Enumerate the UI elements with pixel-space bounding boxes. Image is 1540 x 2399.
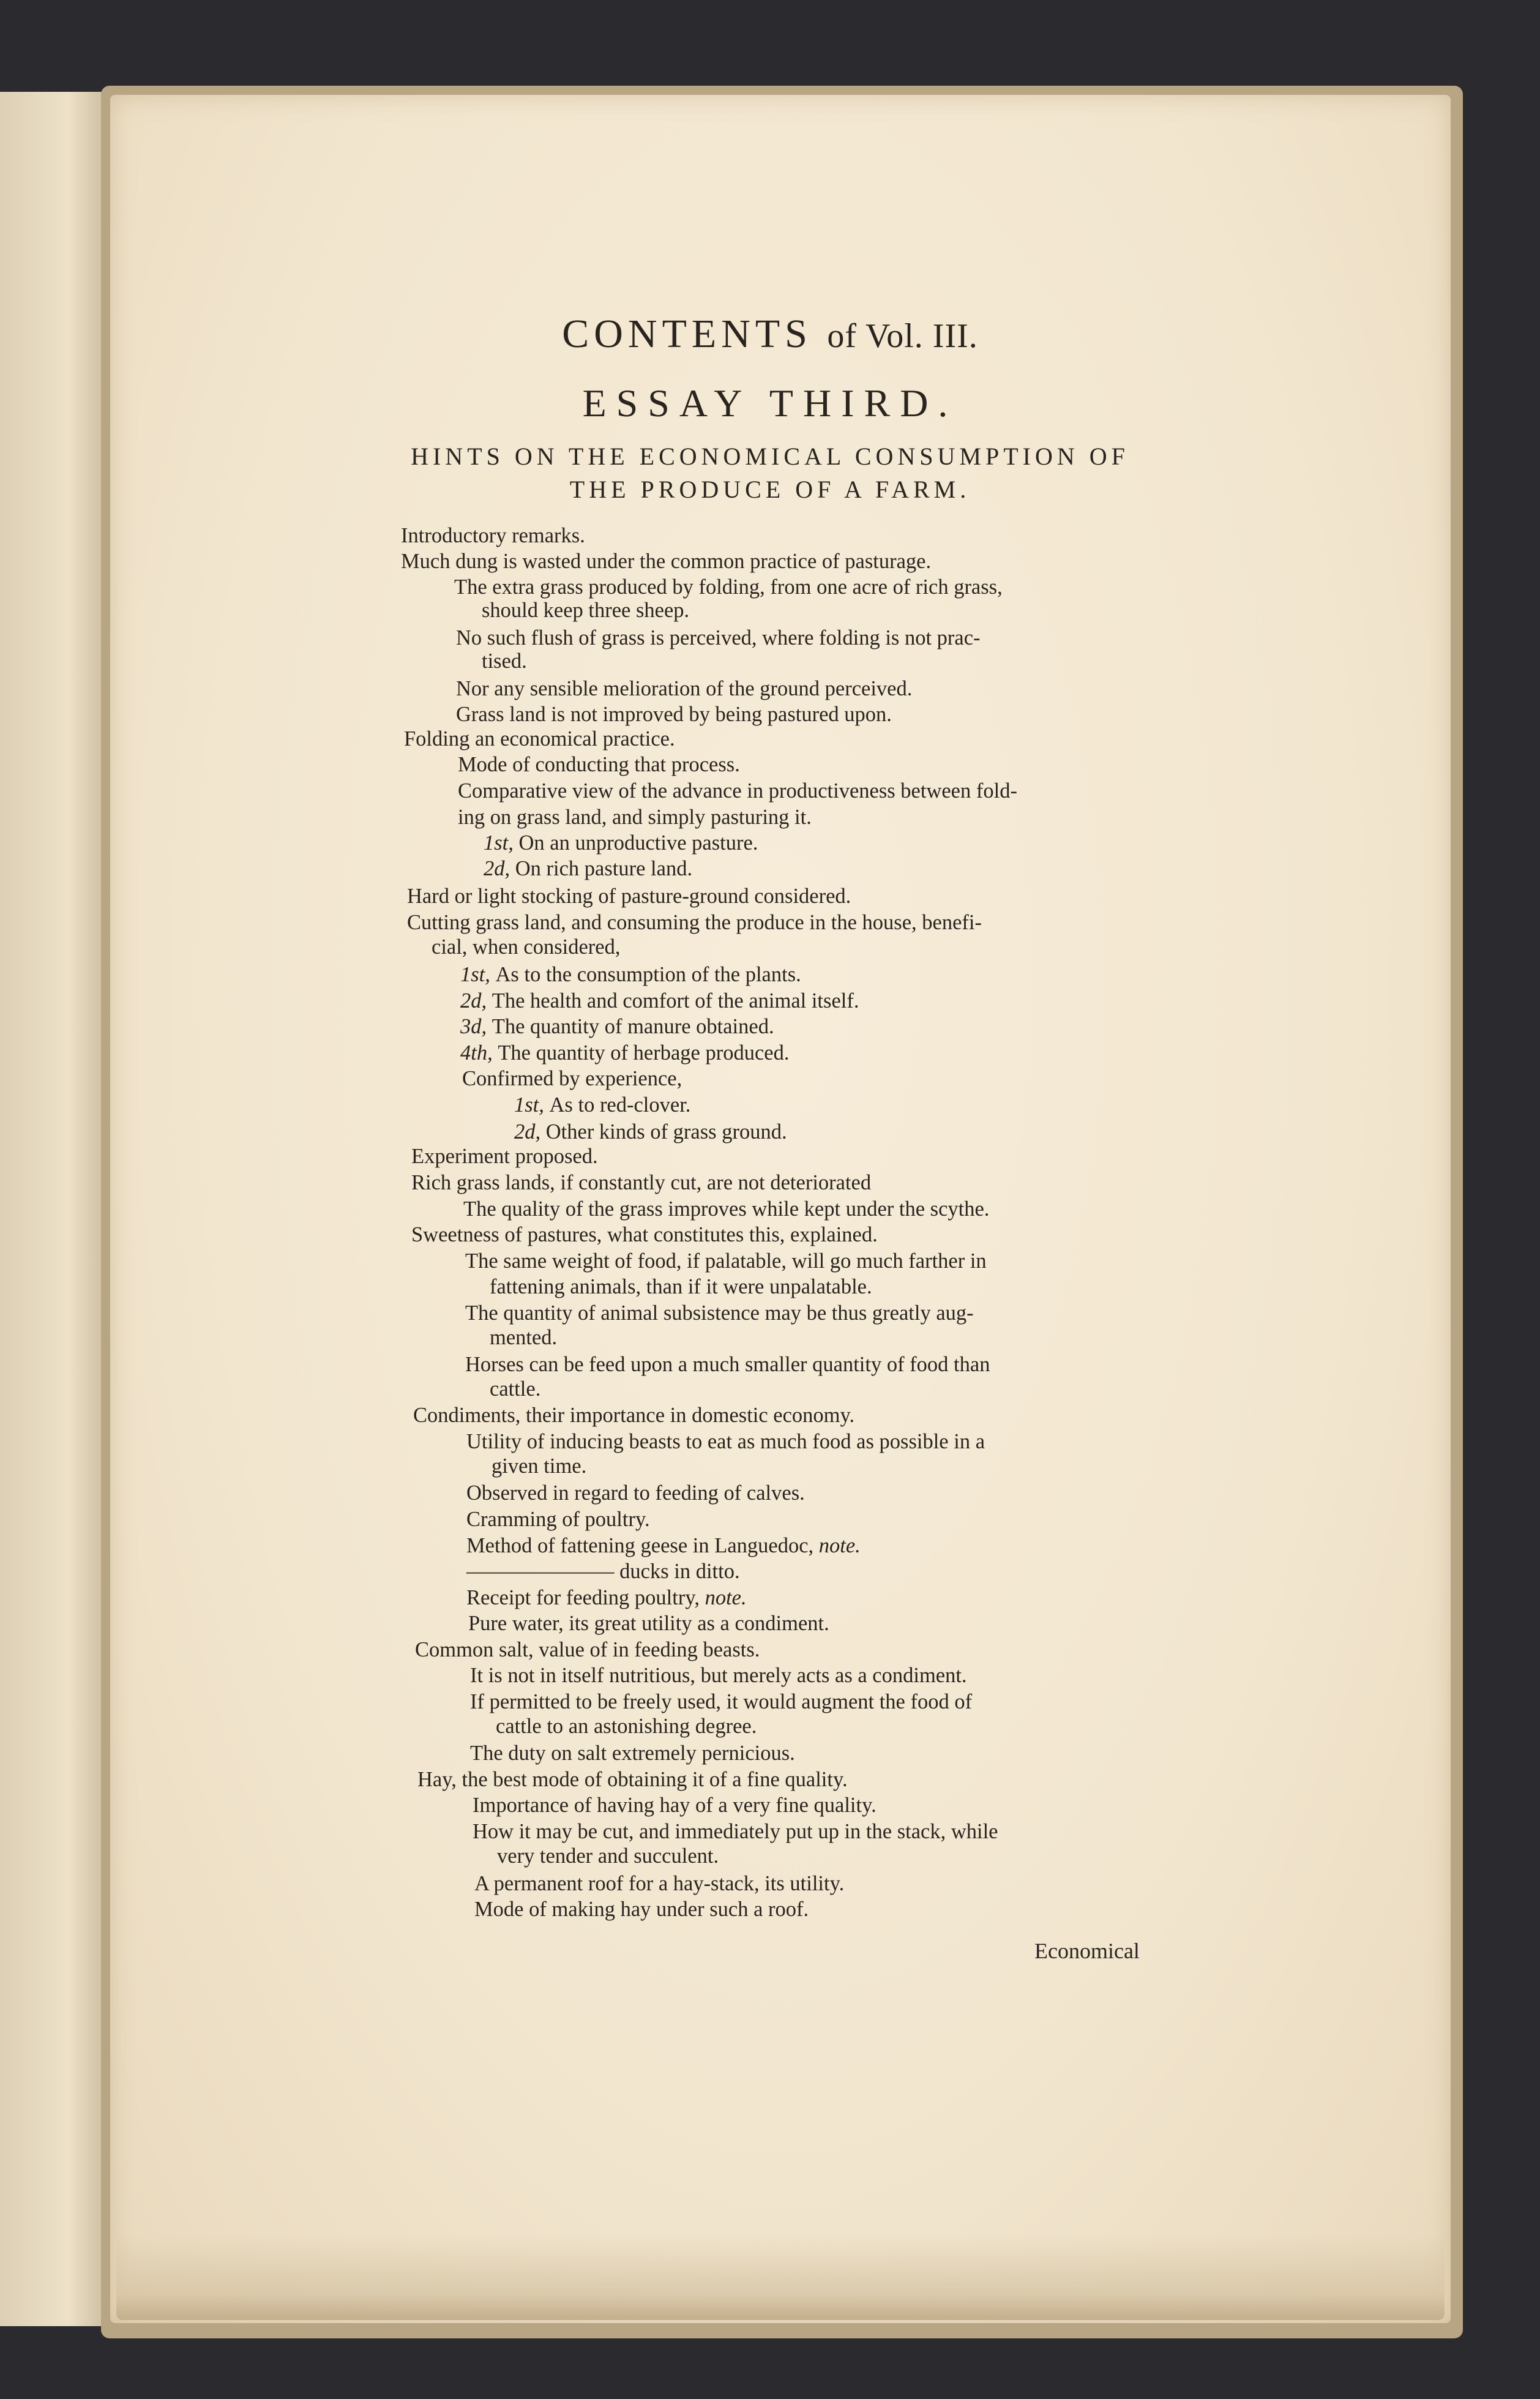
contents-entry (514, 1121, 787, 1143)
contents-entry (401, 525, 585, 547)
contents-entry (460, 964, 801, 986)
contents-entry (490, 1327, 557, 1349)
contents-entry (407, 886, 851, 907)
entry-text: Hay, the best mode of obtaining it of a fine quality. (417, 1768, 848, 1791)
entry-text: A permanent roof for a hay-stack, its utility. (474, 1872, 845, 1895)
contents-entry (454, 577, 1003, 598)
entry-note: note. (699, 1586, 747, 1609)
contents-entry (496, 1716, 757, 1737)
entry-text: Nor any sensible melioration of the ground perceived. (456, 677, 913, 700)
entry-text: Other kinds of grass ground. (545, 1120, 787, 1143)
essay-subtitle-line-1: HINTS ON THE ECONOMICAL CONSUMPTION OF (411, 443, 1129, 470)
entry-text: ing on grass land, and simply pasturing it. (458, 806, 812, 829)
entry-text: Cramming of poultry. (466, 1508, 650, 1531)
contents-entry (460, 990, 859, 1012)
entry-text: Method of fattening geese in Languedoc, (466, 1534, 814, 1557)
contents-entry (401, 551, 931, 572)
entry-ordinal: 3d, (460, 1015, 492, 1038)
entry-text: very tender and succulent. (497, 1844, 719, 1868)
contents-entry (411, 1224, 878, 1246)
entry-text: As to the consumption of the plants. (495, 963, 801, 986)
entry-text: Much dung is wasted under the common practice of pasturage. (401, 550, 932, 573)
contents-entry (404, 728, 675, 750)
entry-text: On an unproductive pasture. (518, 831, 758, 855)
contents-entry (474, 1899, 809, 1920)
contents-entry (466, 1483, 805, 1504)
contents-entry (470, 1691, 972, 1713)
entry-text: cattle to an astonishing degree. (496, 1715, 757, 1738)
entry-text: The same weight of food, if palatable, will go much farther in (465, 1249, 987, 1273)
entry-text: Condiments, their importance in domestic economy. (413, 1404, 855, 1427)
contents-entry (466, 1561, 740, 1582)
title-suffix: of Vol. III. (827, 317, 978, 355)
entry-text: Hard or light stocking of pasture-ground considered. (407, 885, 851, 908)
contents-entry (413, 1405, 854, 1426)
entry-text: As to red-clover. (549, 1093, 691, 1117)
entry-note: note. (813, 1534, 861, 1557)
entry-text: Sweetness of pastures, what constitutes this, explained. (411, 1223, 878, 1246)
contents-entry (466, 1587, 747, 1609)
entry-text: Grass land is not improved by being pastured upon. (456, 703, 892, 726)
contents-entry (465, 1251, 987, 1272)
contents-entry (466, 1509, 650, 1530)
entry-ordinal: 4th, (460, 1041, 498, 1065)
entry-text: Folding an economical practice. (404, 727, 675, 750)
entry-text: Introductory remarks. (401, 524, 585, 547)
page-title (0, 311, 1540, 357)
entry-text: How it may be cut, and immediately put up in the stack, while (473, 1820, 998, 1843)
entry-text: should keep three sheep. (482, 599, 690, 622)
contents-entry (473, 1821, 998, 1843)
contents-entry (497, 1846, 719, 1867)
entry-text: Horses can be feed upon a much smaller quantity of food than (465, 1353, 990, 1376)
entry-text: Receipt for feeding poultry, (466, 1586, 700, 1609)
contents-entry (482, 600, 689, 621)
entry-text: mented. (490, 1326, 558, 1349)
entry-text: Cutting grass land, and consuming the produce in the house, benefi- (407, 911, 982, 934)
entry-text: The health and comfort of the animal itself. (492, 989, 859, 1012)
contents-entry (456, 627, 981, 649)
contents-entry (514, 1095, 690, 1116)
entry-text: Confirmed by experience, (462, 1067, 682, 1090)
entry-ordinal: 2d, (514, 1120, 546, 1143)
contents-entry (463, 1199, 989, 1220)
entry-text: The quantity of animal subsistence may be thus greatly aug- (465, 1301, 974, 1325)
essay-subtitle-line-2: THE PRODUCE OF A FARM. (569, 476, 971, 503)
entry-text: Comparative view of the advance in productiveness between fold- (458, 779, 1017, 803)
contents-entry (468, 1613, 829, 1634)
entry-text: cattle. (490, 1377, 541, 1401)
contents-entry (460, 1042, 789, 1064)
title-word: CONTENTS (562, 312, 812, 356)
entry-text: Mode of conducting that process. (458, 753, 740, 776)
entry-ordinal: 2d, (484, 857, 515, 880)
contents-entry (474, 1873, 844, 1895)
entry-text: The quality of the grass improves while kept under the scythe. (463, 1197, 990, 1221)
contents-entry (458, 780, 1017, 802)
page-bottom-edge (116, 2234, 1445, 2320)
contents-entry (470, 1743, 795, 1764)
contents-entry (490, 1276, 872, 1298)
entry-text: The quantity of manure obtained. (492, 1015, 774, 1038)
entry-text: ——————— ducks in ditto. (466, 1560, 740, 1583)
contents-entry (460, 1016, 774, 1038)
contents-entry (492, 1456, 586, 1477)
contents-entry (466, 1535, 861, 1557)
entry-text: fattening animals, than if it were unpalatable. (490, 1275, 872, 1298)
contents-entry (415, 1639, 760, 1661)
entry-text: It is not in itself nutritious, but merely acts as a condiment. (470, 1664, 967, 1687)
entry-text: Observed in regard to feeding of calves. (466, 1481, 805, 1505)
contents-entry (407, 912, 982, 934)
contents-entry (484, 833, 758, 854)
contents-entry (482, 651, 527, 672)
entry-text: No such flush of grass is perceived, where folding is not prac- (456, 626, 981, 649)
contents-entry (456, 678, 912, 700)
contents-entry (456, 704, 892, 725)
contents-entry (417, 1769, 848, 1791)
entry-text: Pure water, its great utility as a condiment. (468, 1612, 829, 1635)
entry-text: On rich pasture land. (515, 857, 693, 880)
entry-text: cial, when considered, (432, 935, 621, 959)
contents-entry (465, 1354, 990, 1375)
contents-entry (490, 1379, 540, 1400)
entry-text: If permitted to be freely used, it would augment the food of (470, 1690, 973, 1713)
contents-entry (465, 1303, 974, 1324)
entry-text: Importance of having hay of a very fine quality. (473, 1794, 877, 1817)
catchword: Economical (1034, 1939, 1140, 1963)
entry-text: Mode of making hay under such a roof. (474, 1898, 809, 1921)
left-page-edge (0, 92, 113, 2326)
contents-entry (458, 807, 812, 828)
contents-entry (484, 858, 692, 880)
contents-entry (473, 1795, 877, 1816)
contents-entry (462, 1068, 682, 1090)
contents-entry (458, 754, 740, 776)
entry-text: given time. (492, 1454, 587, 1478)
contents-entry (432, 937, 620, 958)
entry-text: tised. (482, 649, 527, 673)
contents-entry (411, 1172, 871, 1194)
entry-text: Utility of inducing beasts to eat as much food as possible in a (466, 1430, 985, 1453)
entry-text: Common salt, value of in feeding beasts. (415, 1638, 760, 1661)
entry-ordinal: 1st, (484, 831, 519, 855)
essay-heading: ESSAY THIRD. (582, 381, 958, 425)
contents-entry (411, 1146, 598, 1167)
entry-text: Experiment proposed. (411, 1145, 598, 1168)
entry-ordinal: 2d, (460, 989, 492, 1012)
contents-entry (470, 1665, 967, 1686)
contents-entry (466, 1431, 985, 1453)
entry-ordinal: 1st, (514, 1093, 550, 1117)
entry-text: Rich grass lands, if constantly cut, are not deteriorated (411, 1171, 872, 1194)
entry-text: The duty on salt extremely pernicious. (470, 1742, 795, 1765)
entry-text: The extra grass produced by folding, from one acre of rich grass, (454, 575, 1003, 599)
entry-ordinal: 1st, (460, 963, 496, 986)
entry-text: The quantity of herbage produced. (498, 1041, 790, 1065)
